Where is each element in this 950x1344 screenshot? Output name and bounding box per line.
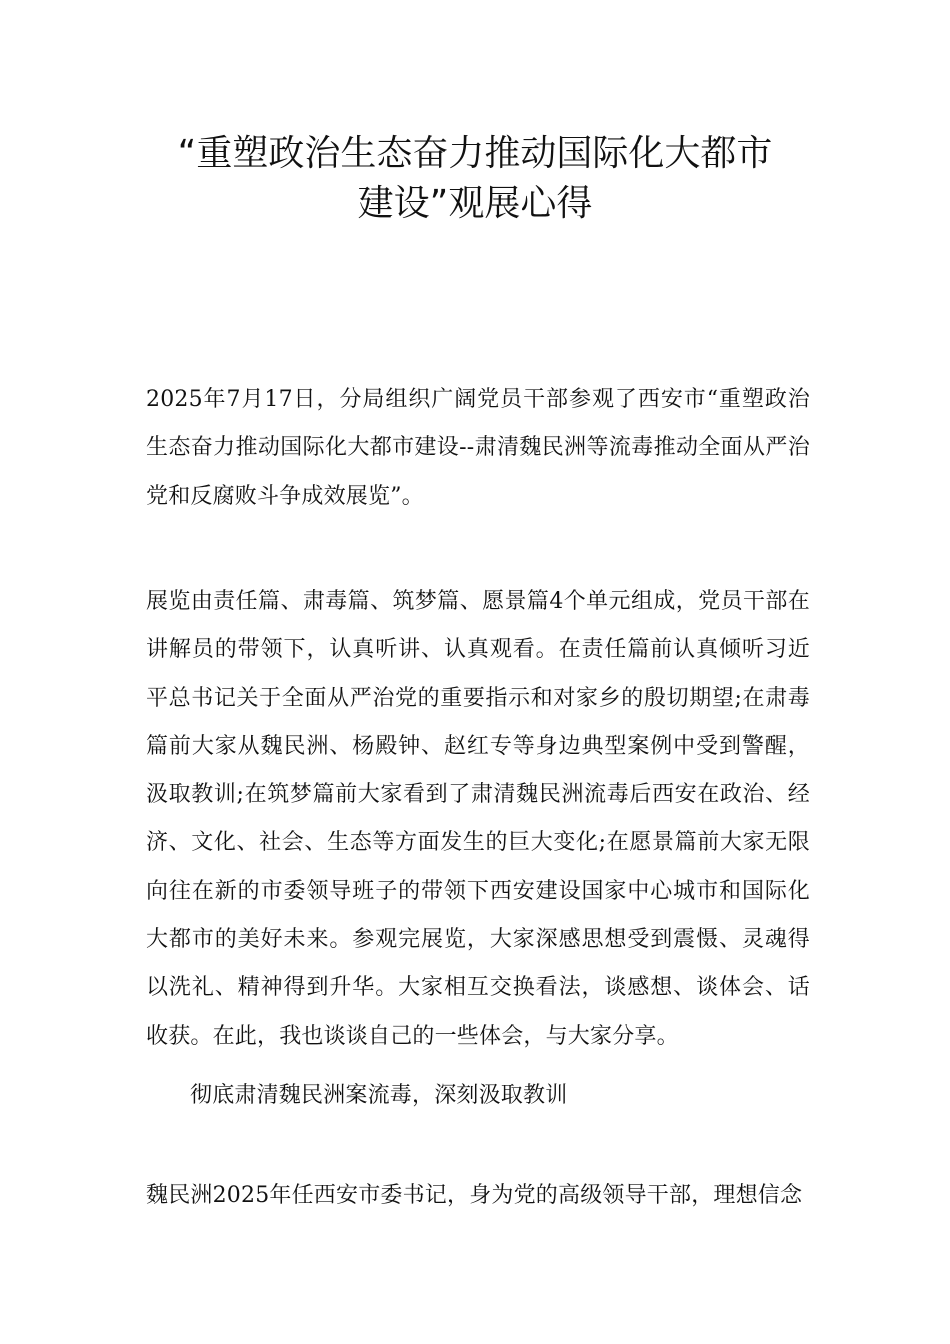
paragraph-wei-minzhou: 魏民洲2025年任西安市委书记，身为党的高级领导干部，理想信念 <box>146 1183 803 1208</box>
document-title-line-1: “重塑政治生态奋力推动国际化大都市 <box>177 133 773 174</box>
paragraph-exhibition: 展览由责任篇、肃毒篇、筑梦篇、愿景篇4个单元组成，党员干部在讲解员的带领下，认真听讲、认真观看。在责任篇前认真倾听习近平总书记关于全面从严治党的重要指示和对家乡的殷切期望;在肃毒篇前大家从魏民洲、杨殿钟、赵红专等身边典型案例中受到警醒，汲取教训;在筑梦篇前大家看到了肃清魏民洲流毒后西安在政治、经济、文化、社会、生态等方面发生的巨大变化;在愿景篇前大家无限向往在新的市委领导班子的带领下西安建设国家中心城市和国际化大都市的美好未来。参观完展览，大家深感思想受到震慑、灵魂得以洗礼、精神得到升华。大家相互交换看法，谈感想、谈体会、话收获。在此，我也谈谈自己的一些体会，与大家分享。 <box>146 589 810 1049</box>
document-title-line-2: 建设”观展心得 <box>357 183 593 224</box>
paragraph-intro: 2025年7月17日，分局组织广阔党员干部参观了西安市“重塑政治生态奋力推动国际化大都市建设--肃清魏民洲等流毒推动全面从严治党和反腐败斗争成效展览”。 <box>146 387 810 509</box>
section-heading: 彻底肃清魏民洲案流毒，深刻汲取教训 <box>190 1083 568 1108</box>
